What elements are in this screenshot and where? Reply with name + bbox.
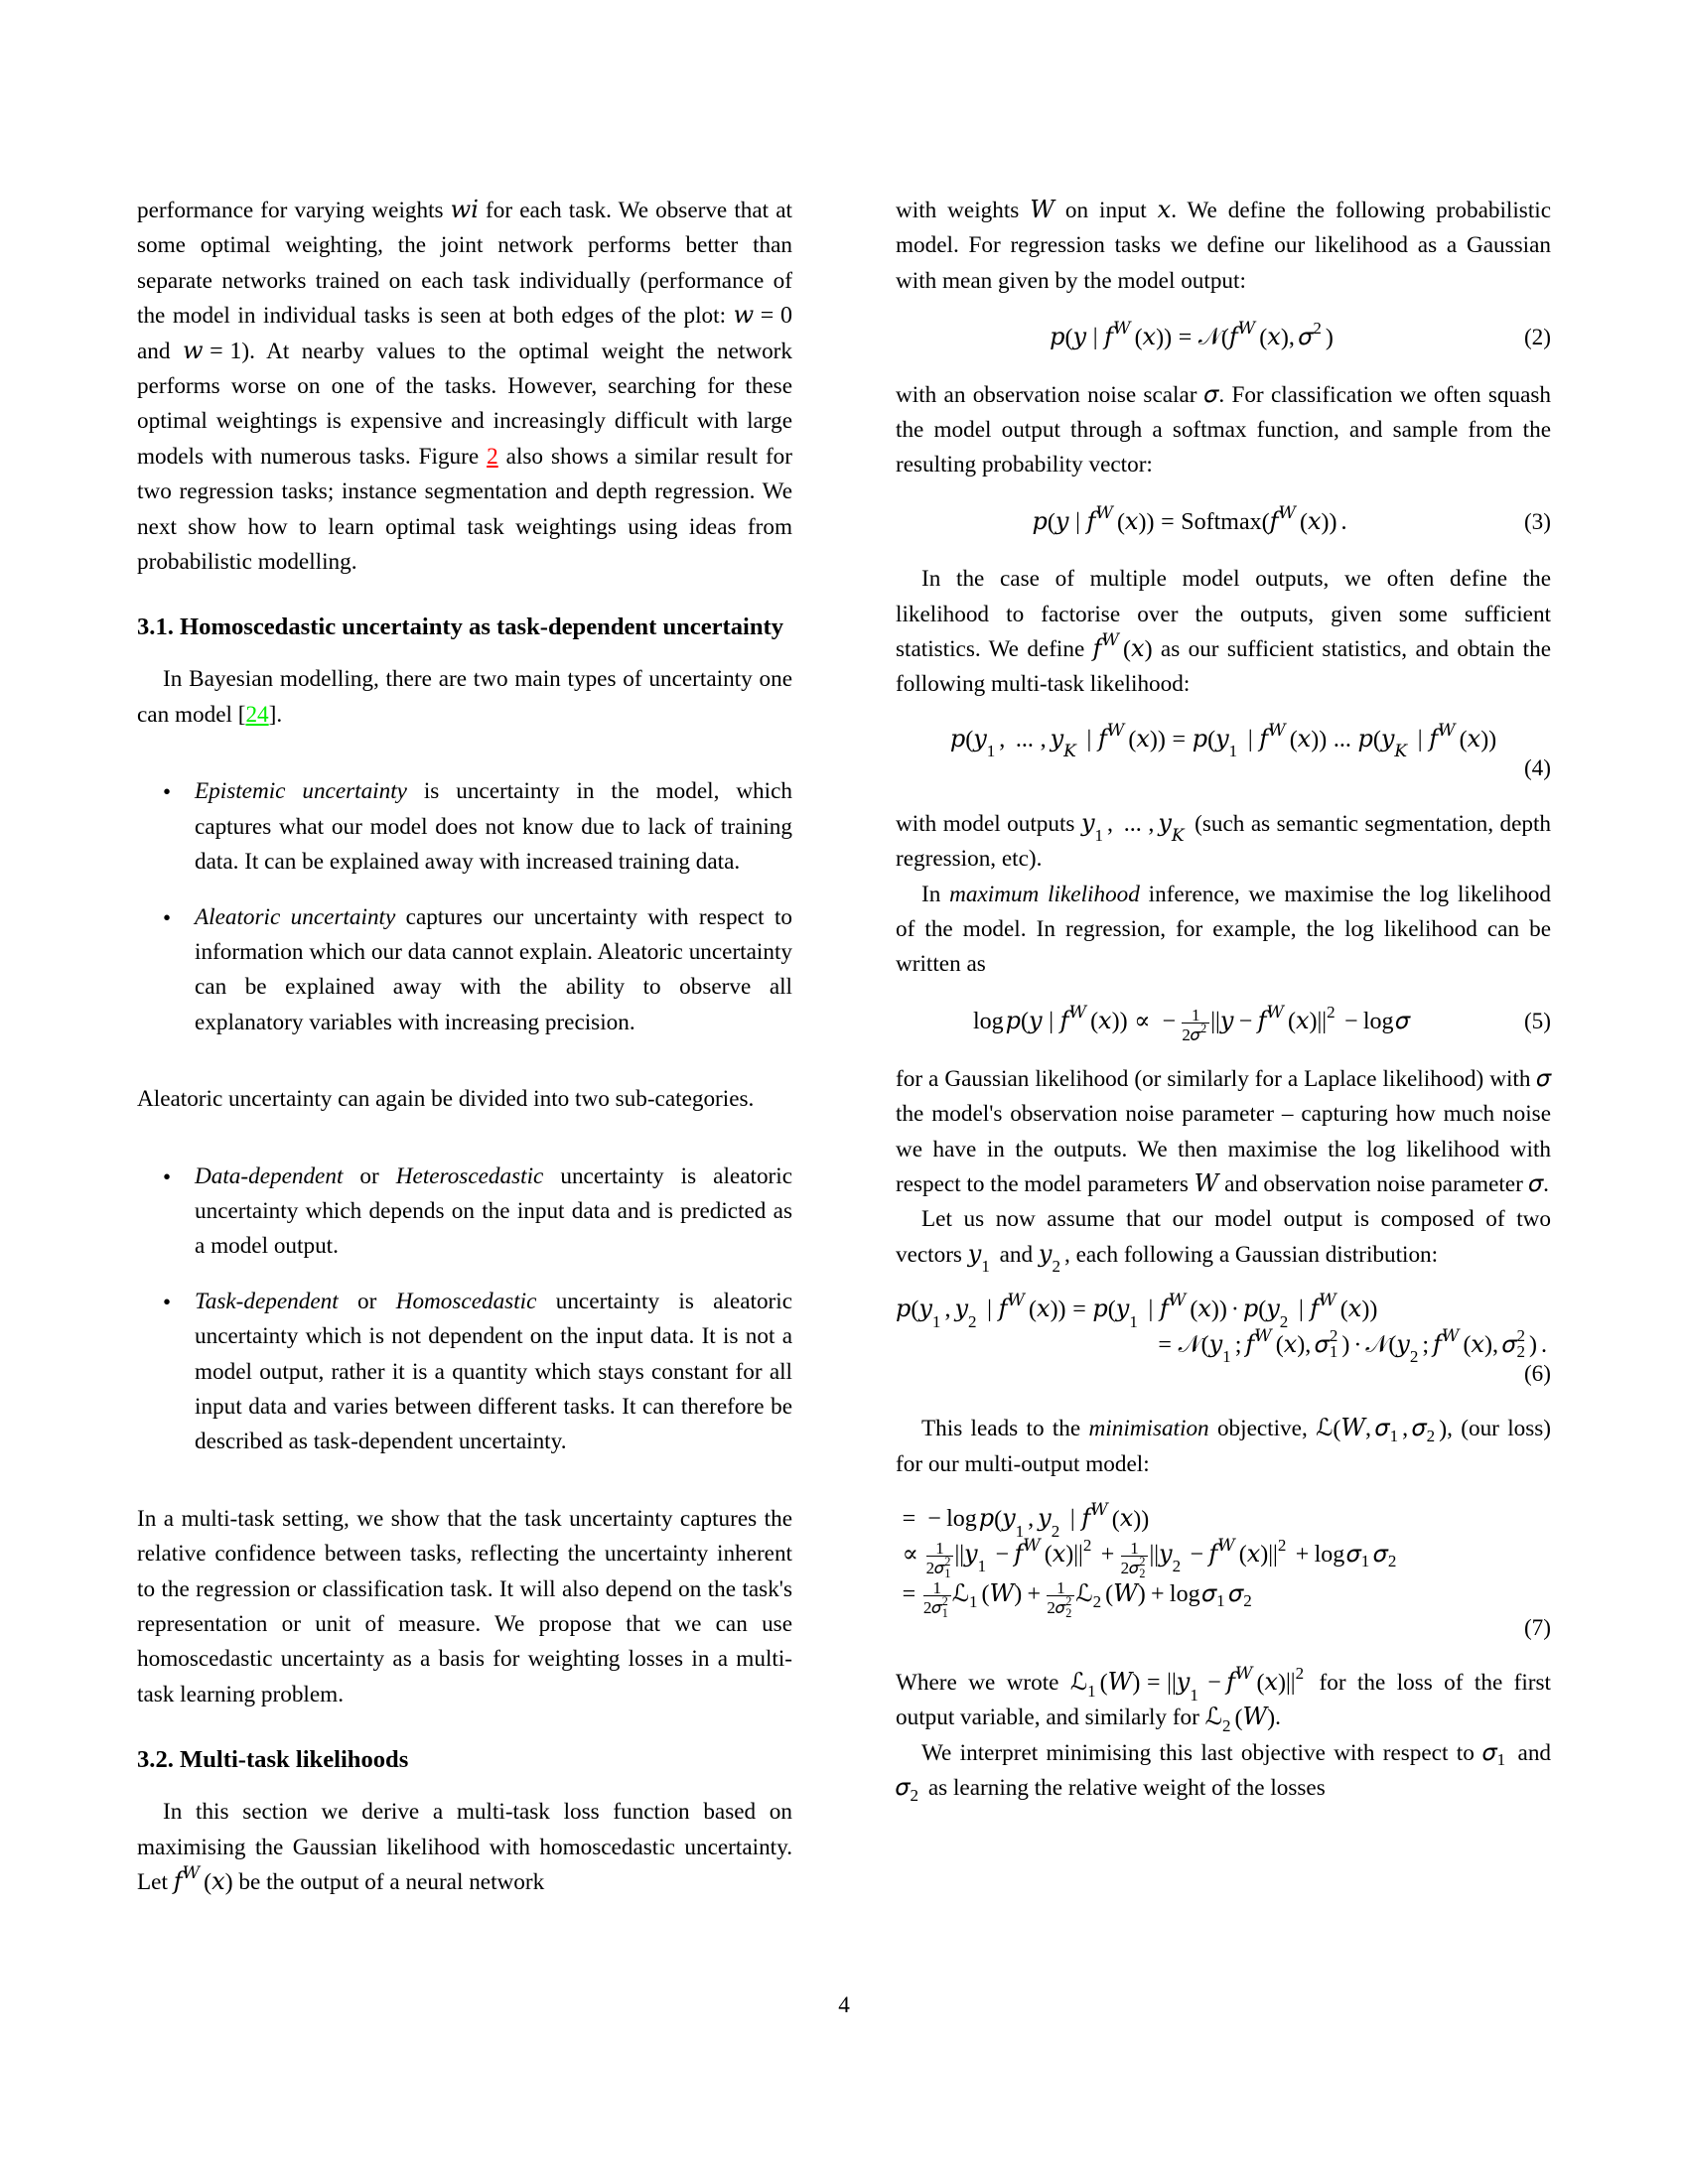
uncertainty-types-list [137,774,792,1040]
text-run: , each following a Gaussian distribution: [1064,1241,1439,1268]
equation-7-number: (7) [1523,1614,1551,1641]
two-column-body [137,194,1551,1900]
paragraph-interpret-minimising [896,1736,1551,1807]
math-w-eq-0: w = 0 [733,303,792,330]
paragraph-derive-loss [137,1795,792,1900]
equation-7-line1 [896,1500,1551,1541]
paragraph-subcategories: Aleatoric uncertainty can again be divided into two sub-categories. [137,1086,755,1113]
text-run: . [1275,1705,1281,1731]
right-column [896,194,1551,1900]
paragraph-weights-input [896,194,1551,299]
term-aleatoric: Aleatoric uncertainty [195,903,396,930]
math-W-2: W [1194,1171,1219,1197]
equation-4-body [896,720,1551,761]
text-run: for the loss of the first output variable, and similarly for [896,1670,1551,1731]
math-fw-x-stats: f W( x ) [1092,630,1153,666]
heading-3-1: 3.1. Homoscedastic uncertainty as task-dependent uncertainty [137,614,784,641]
text-run: with weights [896,198,1031,223]
text-run: be the output of a neural network [232,1869,545,1896]
text-run: , (our loss) for our multi-output model: [896,1416,1552,1477]
term-data-dependent: Data-dependent [195,1162,344,1189]
term-minimisation: minimisation [1088,1416,1209,1442]
left-column [137,194,792,1900]
math-equation-7-line2: ∝ 12 σ 12 || y 1 − f W( x ) || 2 + 12 σ 22 || y 2 − f W( x ) || 2 + log σ 1 σ 2 [902,1535,1397,1580]
text-run: . We define the following probabilistic model. For regression tasks we define our likelihood as a Gaussian with mean given by the model output: [896,198,1552,294]
math-sigma-2-sub: σ 2 [896,1775,919,1805]
equation-7-line2 [896,1535,1551,1580]
math-equation-7-line3: = 12 σ 12 ℒ 1 ( W ) + 12 σ 22 ℒ 2 ( W ) + log σ 1 σ 2 [902,1578,1252,1620]
math-loss-L: ℒ ( W , σ 1 , σ 2 ) [1316,1416,1448,1445]
equation-2-body [896,321,1487,355]
text-run: Let us now assume that our model output is composed of two vectors [896,1206,1551,1268]
text-run: and observation noise parameter [1218,1171,1529,1197]
page-number: 4 [838,1992,850,2018]
math-w-eq-1: w = 1 [182,338,242,364]
math-wi: w i [450,198,479,223]
text-run: (such as semantic segmentation, depth regression, etc). [896,810,1551,873]
math-L2: ℒ 2 ( W ) [1204,1705,1276,1735]
text-run: captures our uncertainty with respect to information which our data cannot explain. Aleatoric uncertainty can be explained away with the ability to observe all explanatory variables with increasing precision. [195,903,792,1035]
paragraph-observation-noise [896,378,1551,483]
math-equation-7-line1: = − log p ( y 1 , y 2 | f W( x ) ) [902,1500,1150,1541]
figure-2-link[interactable]: 2 [487,443,498,470]
equation-6-block [896,1293,1551,1392]
math-equation-6-line1: p ( y 1 , y 2 | f W( x ) ) = p ( y 1 | f W( x ) ) · p ( y 2 | f W( x ) ) [896,1291,1378,1331]
text-run: and [993,1241,1039,1268]
text-run: . [1543,1171,1549,1197]
text-run: In the case of multiple model outputs, we often define the likelihood to factorise over the outputs, given some sufficient statistics. We define [896,566,1551,663]
math-sigma: σ [1203,381,1219,408]
text-run: with model outputs [896,810,1081,837]
paragraph-model-outputs [896,807,1551,878]
term-heteroscedastic: Heteroscedastic [395,1162,544,1189]
paragraph-multitask-setting: In a multi-task setting, we show that the task uncertainty captures the relative confidence between tasks, reflecting the uncertainty inherent to the regression or classification task. It will also depend on the task's representation or unit of measure. We propose that we can use homoscedastic uncertainty as a basis for weighting losses in a multi-task learning problem. [137,1505,792,1707]
text-run: In this section we derive a multi-task loss function based on maximising the Gaussian likelihood with homoscedastic uncertainty. Let [137,1799,792,1896]
text-run: on input [1054,198,1158,223]
term-homoscedastic: Homoscedastic [395,1288,537,1314]
text-run: In Bayesian modelling, there are two main types of uncertainty one can model [ [137,666,792,728]
text-run: objective, [1208,1416,1317,1442]
text-run: as learning the relative weight of the losses [922,1775,1326,1802]
text-run: for a Gaussian likelihood (or similarly for a Laplace likelihood) with [896,1065,1537,1092]
paragraph-multiple-outputs [896,562,1551,703]
spacer [137,733,792,754]
text-run: Where we wrote [896,1670,1070,1696]
text-run: with an observation noise scalar [896,381,1204,408]
math-sigma-1: σ 1 [1482,1739,1506,1770]
text-run: and [137,338,183,364]
math-x: x [1157,198,1172,223]
spacer [137,1060,792,1082]
text-run: This leads to the [921,1416,1089,1442]
text-run: ). At nearby values to the optimal weight the network performs worse on one of the tasks. However, searching for these optimal weightings is expensive and increasingly difficult with large models with numerous tasks. Figure [137,338,792,470]
math-equation-2: p ( y | f W ( x ) ) = 𝒩 ( f W ( x ) , σ 2) [1050,319,1334,354]
equation-5-number: (5) [1523,1009,1551,1035]
term-task-dependent: Task-dependent [195,1288,339,1314]
equation-4-block [896,720,1551,787]
text-run: and [1509,1739,1552,1766]
equation-5-row [896,1002,1551,1044]
math-W: W [1030,198,1055,223]
text-run: or [343,1162,396,1189]
text-run: uncertainty is aleatoric uncertainty which is not dependent on the input data. It is not a model output, rather it is a quantity which stays constant for all input data and varies between different tasks. It can therefore be described as task-dependent uncertainty. [195,1288,792,1455]
text-run: for each task. We observe that at some optimal weighting, the joint network performs better than separate networks trained on each task individually (performance of the model in individual tasks is seen at both edges of the plot: [137,198,792,330]
math-y1: y 1 [967,1241,990,1277]
list-item [137,1285,792,1460]
equation-3-row [896,502,1551,540]
list-item [137,900,792,1041]
heading-3-2: 3.2. Multi-task likelihoods [137,1746,409,1774]
text-run: ]. [268,701,283,728]
math-equation-6-line2: = 𝒩 ( y 1 ; f W( x ) , σ 12) · 𝒩 ( y 2 ; f W( x ) , σ 22) . [1158,1325,1547,1367]
text-run: the model's observation noise parameter – capturing how much noise we have in the outputs. We then maximise the log likelihood with respect to the model parameters [896,1101,1551,1197]
text-run: also shows a similar result for two regression tasks; instance segmentation and depth regression. We next show how to learn optimal task weightings using ideas from probabilistic modelling. [137,443,792,576]
paragraph-maximum-likelihood [896,878,1551,983]
math-equation-3: p ( y | f W ( x ) ) = Softmax ( f W ( x ) ) . [1032,502,1347,539]
equation-6-line1 [896,1291,1551,1331]
term-maximum-likelihood: maximum likelihood [949,881,1140,907]
spacer [137,1480,792,1502]
text-run: We interpret minimising this last objective with respect to [921,1739,1483,1766]
text-run: performance for varying weights [137,198,451,223]
paragraph-gaussian-likelihood [896,1062,1551,1203]
citation-24-link[interactable]: 24 [245,701,269,728]
equation-4-number: (4) [1523,755,1551,782]
math-sigma-3: σ [1528,1171,1544,1197]
text-run: In [921,881,950,907]
math-fw-x: f W( x ) [173,1863,233,1899]
text-run: or [338,1288,396,1314]
math-equation-4: p ( y 1 , ... , y K | f W( x ) ) = p ( y 1 | f W( x ) ) ... p ( y K | f W( x ) ) [949,720,1497,761]
paragraph-where-we-wrote [896,1663,1551,1736]
equation-5-body [896,1002,1487,1044]
text-run: is uncertainty in the model, which captures what our model does not know due to lack of training data. It can be explained away with increased training data. [195,778,792,876]
equation-2-number: (2) [1523,325,1551,351]
paragraph-performance [137,194,792,580]
term-epistemic: Epistemic uncertainty [195,778,407,805]
equation-7-block [896,1502,1551,1646]
aleatoric-subcategories-list [137,1160,792,1460]
text-run: uncertainty is aleatoric uncertainty which depends on the input data and is predicted as a model output. [195,1162,792,1260]
spacer [137,1118,792,1140]
math-y1-yk: y 1 , ... , y K [1080,810,1185,846]
text-run: inference, we maximise the log likelihood of the model. In regression, for example, the log likelihood can be written as [896,881,1551,978]
math-L1-def: ℒ 1 ( W ) = || y 1 − f W( x ) || 2 [1069,1663,1305,1705]
math-sigma-2: σ [1536,1065,1551,1092]
equation-3-body [896,502,1487,540]
equation-6-number: (6) [1523,1361,1551,1388]
equation-3-number: (3) [1523,508,1551,535]
math-equation-5: log p ( y | f W( x ) ) ∝ − 12 σ 2 || y − f W( x ) || 2 − log σ [972,1002,1411,1044]
paragraph-two-vectors [896,1202,1551,1277]
text-run: . For classification we often squash the model output through a softmax function, and sample from the resulting probability vector: [896,381,1551,478]
paragraph-minimisation-objective [896,1412,1551,1482]
list-item [137,1160,792,1265]
paragraph-bayesian [137,662,792,733]
math-y2: y 2 [1038,1241,1060,1277]
list-item [137,774,792,880]
equation-2-row [896,321,1551,355]
text-run: as our sufficient statistics, and obtain the following multi-task likelihood: [896,636,1552,698]
